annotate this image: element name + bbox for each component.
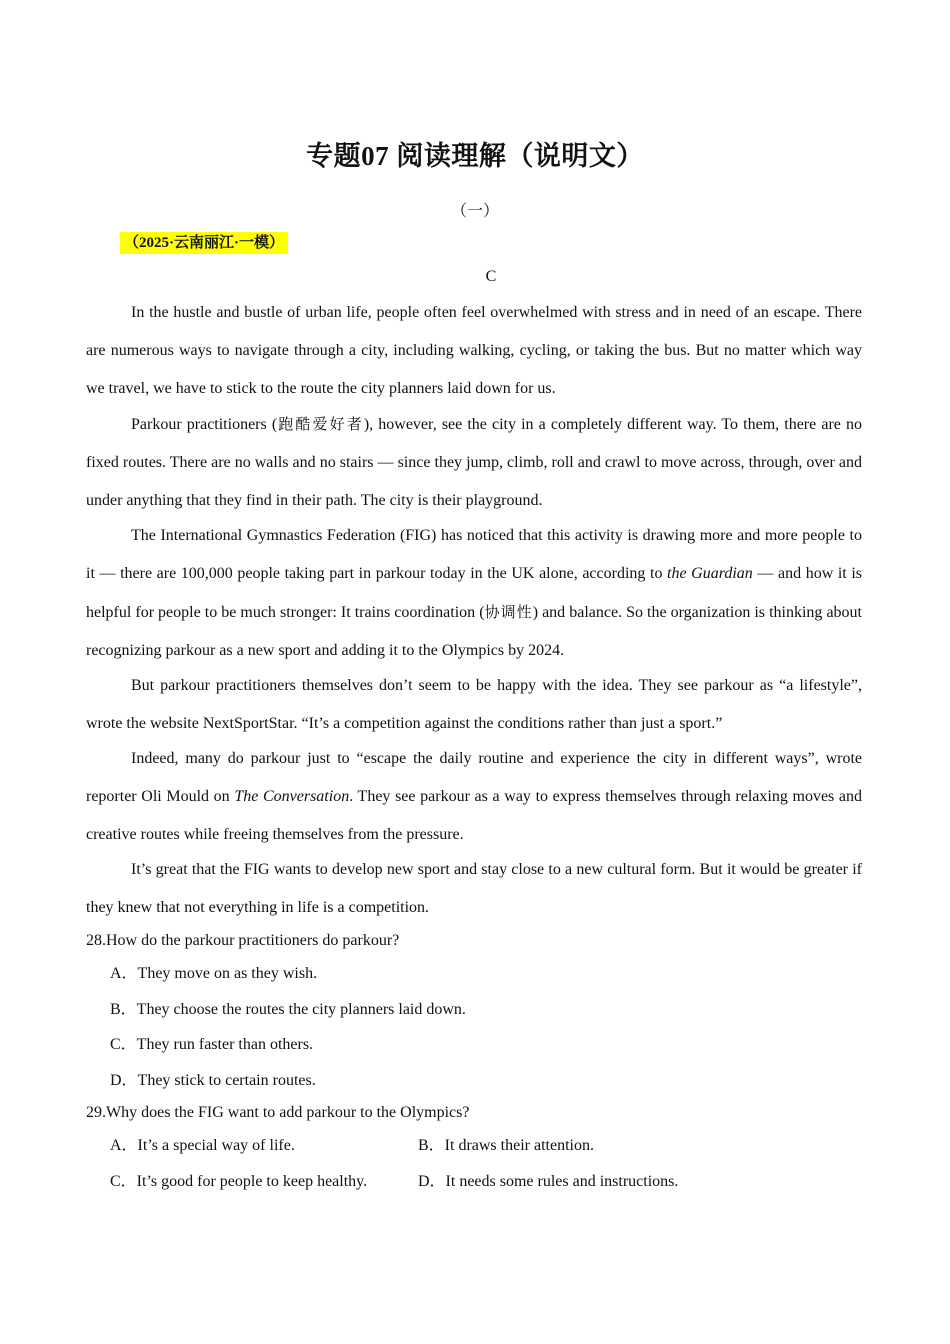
question-29-option-a: A．It’s a special way of life.	[110, 1137, 295, 1154]
question-28-option-d: D．They stick to certain routes.	[110, 1071, 316, 1089]
publication-name: the Guardian	[667, 565, 753, 582]
chinese-gloss: 跑酷爱好者	[277, 415, 364, 433]
paragraph-2: Parkour practitioners (跑酷爱好者), however, see the city in a completely different way. To them, there are no fixed routes. There are no walls and no stairs — since they jump, climb, roll and crawl to move across, through, over and under anything that they find in their path. The city is their playground.	[86, 415, 862, 509]
question-28-option-c: C．They run faster than others.	[110, 1036, 314, 1053]
source-label: （2025·云南丽江·一模）	[120, 232, 288, 254]
publication-name: The Conversation	[234, 788, 350, 805]
paragraph-6: It’s great that the FIG wants to develop new sport and stay close to a new cultural form. But it would be greater if they knew that not everything in life is a competition.	[86, 861, 862, 916]
question-29-options-row-2	[86, 1164, 886, 1200]
reading-passage	[86, 294, 862, 927]
page-title: 专题07 阅读理解（说明文）	[306, 141, 644, 171]
question-list	[86, 926, 886, 1199]
section-number: （一）	[450, 203, 499, 220]
question-29-stem: 29.Why does the FIG want to add parkour to the Olympics?	[86, 1104, 470, 1121]
paragraph-3: The International Gymnastics Federation (FIG) has noticed that this activity is drawing more and more people to it — there are 100,000 people taking part in parkour today in the UK alone, according to the Guardian — and how it is helpful for people to be much stronger: It trains coordination (协调性) and balance. So the organization is thinking about recognizing parkour as a new sport and adding it to the Olympics by 2024.	[86, 527, 862, 659]
question-29-option-c: C．It’s good for people to keep healthy.	[110, 1172, 368, 1190]
passage-letter: C	[485, 268, 497, 285]
chinese-gloss: 协调性	[484, 603, 533, 621]
paragraph-1: In the hustle and bustle of urban life, people often feel overwhelmed with stress and in need of an escape. There are numerous ways to navigate through a city, including walking, cycling, or taking the bus. But no matter which way we travel, we have to stick to the route the city planners laid down for us.	[86, 304, 862, 397]
question-28-option-b: B．They choose the routes the city planners laid down.	[110, 1000, 466, 1018]
question-28-stem: 28.How do the parkour practitioners do parkour?	[86, 932, 400, 949]
question-29-options-row-1	[86, 1128, 886, 1164]
question-29-option-d: D．It needs some rules and instructions.	[418, 1172, 679, 1190]
question-29-option-b: B．It draws their attention.	[418, 1137, 594, 1154]
paragraph-4: But parkour practitioners themselves don’t seem to be happy with the idea. They see parkour as “a lifestyle”, wrote the website NextSportStar. “It’s a competition against the conditions rather than just a sport.”	[86, 677, 862, 732]
question-28-option-a: A．They move on as they wish.	[110, 965, 318, 982]
paragraph-5: Indeed, many do parkour just to “escape the daily routine and experience the city in different ways”, wrote reporter Oli Mould on The Conversation. They see parkour as a way to express themselves through relaxing moves and creative routes while freeing themselves from the pressure.	[86, 750, 863, 843]
